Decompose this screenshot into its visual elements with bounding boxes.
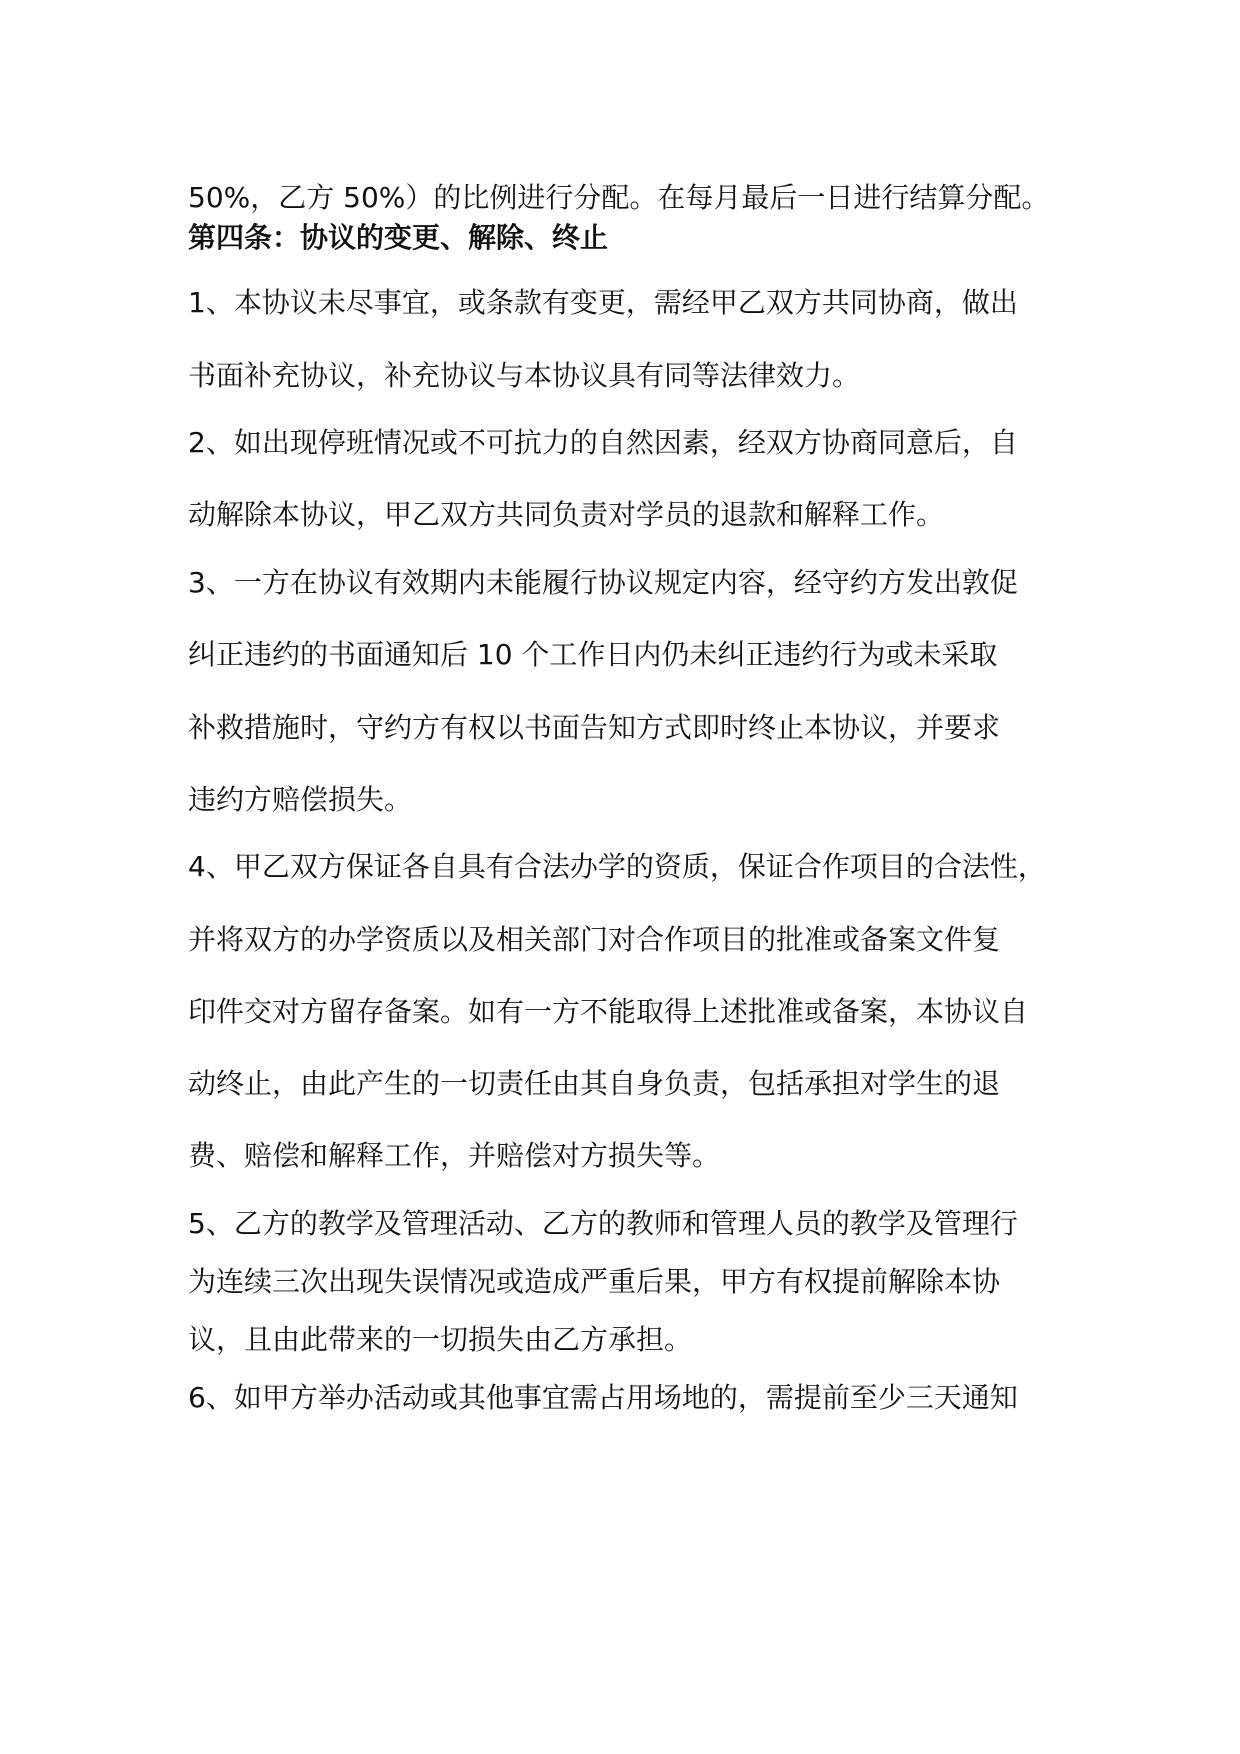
paragraph-line: 印件交对方留存备案。如有一方不能取得上述批准或备案，本协议自 — [188, 995, 1029, 1028]
paragraph-line: 并将双方的办学资质以及相关部门对合作项目的批准或备案文件复 — [188, 923, 1001, 956]
paragraph-line: 书面补充协议，补充协议与本协议具有同等法律效力。 — [188, 359, 861, 392]
paragraph-line: 2、如出现停班情况或不可抗力的自然因素，经双方协商同意后，自 — [188, 426, 1018, 459]
paragraph-line: 6、如甲方举办活动或其他事宜需占用场地的，需提前至少三天通知 — [188, 1381, 1018, 1414]
paragraph-line: 50%，乙方 50%）的比例进行分配。在每月最后一日进行结算分配。 — [188, 181, 1050, 214]
paragraph-line: 议，且由此带来的一切损失由乙方承担。 — [188, 1323, 693, 1356]
paragraph-line: 5、乙方的教学及管理活动、乙方的教师和管理人员的教学及管理行 — [188, 1207, 1018, 1240]
paragraph-line: 费、赔偿和解释工作，并赔偿对方损失等。 — [188, 1139, 721, 1172]
paragraph-line: 3、一方在协议有效期内未能履行协议规定内容，经守约方发出敦促 — [188, 566, 1018, 599]
paragraph-line: 补救措施时，守约方有权以书面告知方式即时终止本协议，并要求 — [188, 711, 1001, 744]
paragraph-line: 动终止，由此产生的一切责任由其自身负责，包括承担对学生的退 — [188, 1067, 1001, 1100]
paragraph-line: 动解除本协议，甲乙双方共同负责对学员的退款和解释工作。 — [188, 498, 945, 531]
paragraph-line: 4、甲乙双方保证各自具有合法办学的资质，保证合作项目的合法性， — [188, 850, 1046, 883]
section-heading: 第四条：协议的变更、解除、终止 — [188, 221, 609, 254]
paragraph-line: 为连续三次出现失误情况或造成严重后果，甲方有权提前解除本协 — [188, 1265, 1001, 1298]
paragraph-line: 1、本协议未尽事宜，或条款有变更，需经甲乙双方共同协商，做出 — [188, 286, 1018, 319]
paragraph-line: 纠正违约的书面通知后 10 个工作日内仍未纠正违约行为或未采取 — [188, 638, 998, 671]
paragraph-line: 违约方赔偿损失。 — [188, 783, 413, 816]
